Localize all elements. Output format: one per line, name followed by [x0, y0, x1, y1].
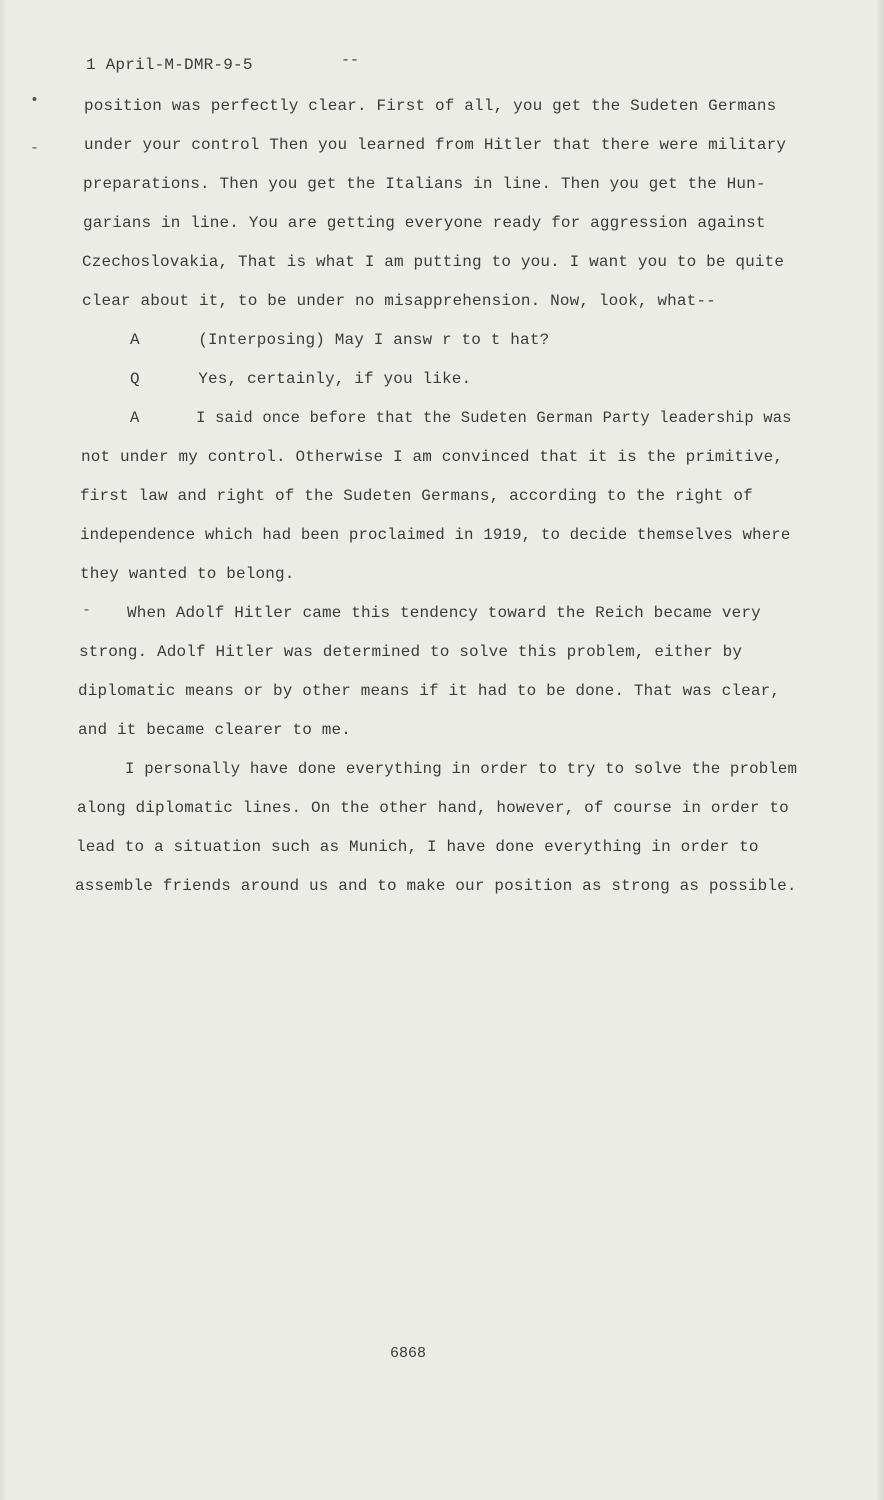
margin-mark: • — [30, 92, 40, 109]
margin-mark: - — [82, 602, 92, 619]
text-line: independence which had been proclaimed in 1919, to decide themselves where — [80, 526, 791, 544]
text-line: A I said once before that the Sudeten German Party leadership was — [130, 409, 792, 427]
text-line: I personally have done everything in order to try to solve the problem — [125, 760, 798, 778]
text-line: they wanted to belong. — [80, 565, 295, 583]
text-line: diplomatic means or by other means if it had to be done. That was clear, — [78, 682, 781, 700]
text-line: lead to a situation such as Munich, I have done everything in order to — [76, 838, 759, 856]
text-line: preparations. Then you get the Italians in line. Then you get the Hun- — [83, 175, 766, 193]
text-line: not under my control. Otherwise I am convinced that it is the primitive, — [81, 448, 784, 466]
text-line: A (Interposing) May I answ r to t hat? — [130, 331, 550, 349]
text-line: garians in line. You are getting everyone ready for aggression against — [83, 214, 766, 232]
text-line: and it became clearer to me. — [78, 721, 352, 739]
text-line: first law and right of the Sudeten Germans, according to the right of — [80, 487, 753, 505]
header-dash: -- — [341, 52, 360, 69]
document-header: 1 April-M-DMR-9-5 — [86, 56, 253, 74]
text-line: Czechoslovakia, That is what I am putting to you. I want you to be quite — [82, 253, 785, 271]
margin-mark: - — [30, 140, 40, 157]
text-line: along diplomatic lines. On the other hand, however, of course in order to — [77, 799, 789, 817]
text-line: position was perfectly clear. First of all, you get the Sudeten Germans — [84, 97, 777, 115]
text-line: When Adolf Hitler came this tendency toward the Reich became very — [127, 604, 761, 622]
page-number: 6868 — [390, 1345, 427, 1362]
text-line: assemble friends around us and to make our position as strong as possible. — [75, 877, 797, 895]
text-line: under your control Then you learned from Hitler that there were military — [84, 136, 787, 154]
text-line: strong. Adolf Hitler was determined to solve this problem, either by — [79, 643, 743, 661]
text-line: clear about it, to be under no misapprehension. Now, look, what-- — [82, 292, 716, 310]
text-line: Q Yes, certainly, if you like. — [130, 370, 472, 388]
